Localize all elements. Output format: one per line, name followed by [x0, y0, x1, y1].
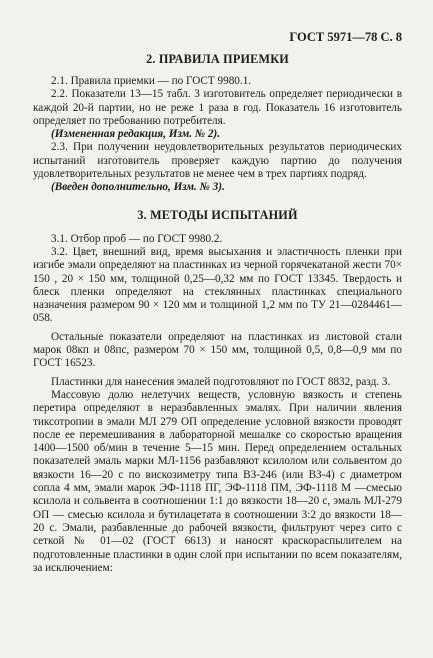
clause-2-1: 2.1. Правила приемки — по ГОСТ 9980.1. — [51, 75, 252, 87]
amendment-note-2: (Введен дополнительно, Изм. № 3). — [51, 181, 225, 194]
section-3-title: 3. МЕТОДЫ ИСПЫТАНИЙ — [137, 207, 298, 222]
clause-3-1: 3.1. Отбор проб — по ГОСТ 9980.2. — [51, 232, 223, 245]
section-2-title: 2. ПРАВИЛА ПРИЕМКИ — [146, 52, 289, 66]
clause-3-2: 3.2. Цвет, внешний вид, время высыхания и эластичность пленки при изгибе эмали определяют на пластинках из черной горячекатаной жести 70× 150 , 20 × 150 мм, толщиной 0,25—0,32 мм по ГОСТ 13345. Твердость и блеск пленки определяют на стеклянных пластинках специального назначения размером 90 × 120 мм и толщиной 1,2 мм по ТУ 21—0284461—058. — [33, 245, 402, 325]
page-header: ГОСТ 5971—78 С. 8 — [289, 30, 402, 44]
paragraph-test-conditions: Массовую долю нелетучих веществ, условную вязкость и степень перетира определяют в неразбавленных эмалях. При наличии явления тиксотропии в эмали МЛ 279 ОП определение условной вязкости проводят после ее перемешивания в лабораторной мешалке со скоростью вращения 1400—1500 об/мин в течение 5—15 мин. Перед определением остальных показателей эмаль марки МЛ-1156 разбавляют ксилолом или сольвентом до вязкости 16—20 с по вискозиметру типа ВЗ-246 (или ВЗ-4) с диаметром сопла 4 мм, эмали марок ЭФ-1118 ПГ, ЭФ-1118 ПМ, ЭФ-1118 М —смесью ксилола и сольвента в соотношении 1:1 до вязкости 18—20 с, эмаль МЛ-279 ОП — смесью ксилола и бутилацетата в соотношении 3:2 до вязкости 18—20 с. Эмали, разбавленные до рабочей вязкости, фильтруют через сито с сеткой № 01—02 (ГОСТ 6613) и наносят краскораспылителем на подготовленные пластинки в один слой при испытании по всем показателям, за исключением: — [33, 388, 402, 574]
paragraph-other-indicators: Остальные показатели определяют на пластинках из листовой стали марок 08кп и 08пс, размером 70 × 150 мм, толщиной 0,5, 0,8—0,9 мм по ГОСТ 16523. — [33, 330, 402, 370]
paragraph-plate-preparation: Пластинки для нанесения эмалей подготовляют по ГОСТ 8832, разд. 3. — [51, 375, 391, 388]
clause-2-3: 2.3. При получении неудовлетворительных результатов периодических испытаний изготовитель проверяет каждую партию до получения удовлетворительных результатов не менее чем в трех партиях подряд. — [33, 141, 402, 181]
clause-2-2: 2.2. Показатели 13—15 табл. 3 изготовитель определяет периодически в каждой 20-й партии, но не реже 1 раза в год. Показатель 16 изготовитель определяет по требованию потребителя. — [33, 88, 402, 127]
amendment-note-1: (Измененная редакция, Изм. № 2). — [51, 128, 220, 141]
